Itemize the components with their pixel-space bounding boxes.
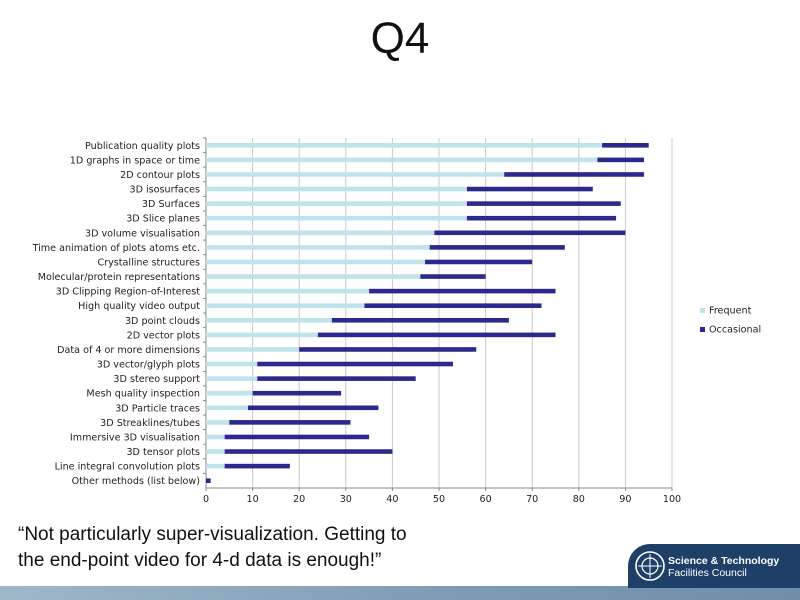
bar-occasional — [229, 420, 350, 425]
category-label: High quality video output — [78, 301, 200, 313]
bar-occasional — [467, 201, 621, 206]
bar-frequent — [206, 187, 467, 192]
category-label: 3D Streaklines/tubes — [100, 417, 200, 429]
category-label: 3D vector/glyph plots — [96, 359, 200, 371]
x-tick-label: 70 — [526, 494, 539, 505]
category-label: 3D Clipping Region-of-Interest — [55, 286, 200, 298]
bar-frequent — [206, 143, 602, 148]
category-label: 3D Slice planes — [126, 213, 200, 225]
stacked-bar-chart — [0, 130, 800, 510]
bar-frequent — [206, 230, 434, 235]
x-tick-label: 20 — [293, 494, 306, 505]
bar-frequent — [206, 216, 467, 221]
bar-frequent — [206, 391, 253, 396]
category-label: Publication quality plots — [85, 140, 200, 152]
bar-occasional — [430, 245, 565, 250]
bar-occasional — [225, 435, 369, 440]
legend-swatch-occasional — [700, 327, 705, 332]
bar-frequent — [206, 464, 225, 469]
x-tick-label: 90 — [619, 494, 632, 505]
bar-frequent — [206, 435, 225, 440]
bar-occasional — [257, 362, 453, 367]
bar-frequent — [206, 289, 369, 294]
category-label: 3D Surfaces — [141, 199, 200, 211]
bar-frequent — [206, 172, 504, 177]
bar-frequent — [206, 260, 425, 265]
category-label: Immersive 3D visualisation — [69, 432, 200, 444]
category-label: Crystalline structures — [97, 257, 200, 269]
quote-text — [18, 522, 538, 574]
bar-occasional — [318, 333, 556, 338]
logo-line-1: Science & Technology — [668, 555, 780, 567]
bar-occasional — [248, 405, 378, 410]
bar-occasional — [434, 230, 625, 235]
x-tick-label: 60 — [479, 494, 492, 505]
bar-occasional — [332, 318, 509, 323]
bar-occasional — [597, 158, 644, 163]
category-label: 1D graphs in space or time — [69, 155, 200, 167]
x-tick-label: 10 — [246, 494, 259, 505]
bar-occasional — [364, 303, 541, 308]
bar-occasional — [467, 187, 593, 192]
x-tick-label: 80 — [572, 494, 585, 505]
bar-occasional — [369, 289, 555, 294]
category-label: 3D Particle traces — [115, 403, 200, 415]
bar-frequent — [206, 405, 248, 410]
bar-frequent — [206, 274, 420, 279]
bar-frequent — [206, 420, 229, 425]
stfc-logo — [628, 544, 800, 588]
legend-swatch-frequent — [700, 308, 705, 313]
footer-band — [0, 586, 800, 600]
quote-line-2: the end-point video for 4-d data is enough!” — [18, 550, 382, 571]
bar-frequent — [206, 318, 332, 323]
quote-line-1: “Not particularly super-visualization. Getting to — [18, 524, 407, 545]
logo-line-2: Facilities Council — [668, 567, 747, 579]
category-label: Mesh quality inspection — [86, 388, 200, 400]
x-tick-label: 100 — [662, 494, 682, 505]
category-label: 3D isosurfaces — [129, 184, 200, 196]
category-label: Line integral convolution plots — [54, 461, 200, 473]
bar-occasional — [467, 216, 616, 221]
bar-occasional — [299, 347, 476, 352]
x-tick-label: 50 — [432, 494, 446, 505]
bar-occasional — [420, 274, 485, 279]
slide-title: Q4 — [370, 14, 430, 63]
category-label: 3D stereo support — [113, 374, 200, 386]
bar-occasional — [602, 143, 649, 148]
category-label: Data of 4 or more dimensions — [57, 344, 200, 356]
bar-frequent — [206, 333, 318, 338]
bar-frequent — [206, 201, 467, 206]
category-label: 3D point clouds — [124, 315, 200, 327]
bar-frequent — [206, 347, 299, 352]
category-label: 3D tensor plots — [126, 447, 200, 459]
legend-label-frequent: Frequent — [709, 305, 752, 317]
category-label: Time animation of plots atoms etc. — [32, 242, 200, 254]
bar-occasional — [225, 449, 393, 454]
bar-occasional — [225, 464, 290, 469]
bar-frequent — [206, 303, 364, 308]
x-tick-label: 0 — [202, 494, 210, 505]
bar-frequent — [206, 245, 430, 250]
stfc-emblem-icon — [628, 548, 668, 584]
category-label: 2D contour plots — [120, 169, 200, 181]
category-label: Molecular/protein representations — [37, 272, 200, 284]
bar-frequent — [206, 449, 225, 454]
bar-frequent — [206, 158, 597, 163]
bar-frequent — [206, 376, 257, 381]
x-tick-label: 30 — [339, 494, 352, 505]
category-label: Other methods (list below) — [71, 476, 200, 488]
bar-occasional — [425, 260, 532, 265]
x-tick-label: 40 — [386, 494, 399, 505]
legend-label-occasional: Occasional — [709, 324, 762, 336]
bar-occasional — [504, 172, 644, 177]
bar-frequent — [206, 362, 257, 367]
bar-occasional — [206, 478, 211, 483]
category-label: 2D vector plots — [126, 330, 200, 342]
bar-occasional — [257, 376, 415, 381]
category-label: 3D volume visualisation — [84, 228, 200, 240]
bar-occasional — [253, 391, 342, 396]
